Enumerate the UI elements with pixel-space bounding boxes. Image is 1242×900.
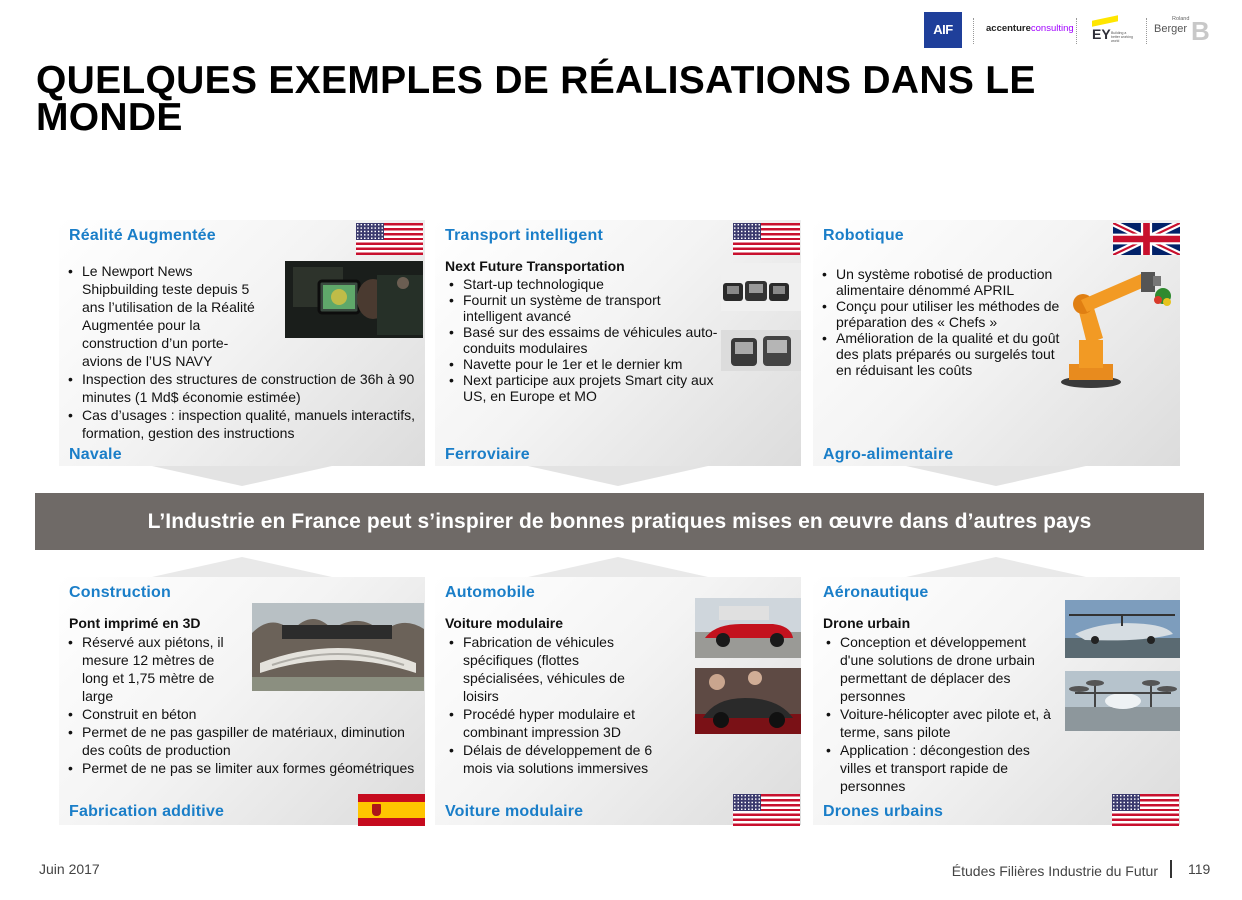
logo-divider	[1076, 18, 1077, 44]
bullet-list	[826, 633, 1051, 795]
list-item: • Conçu pour utiliser les méthodes de préparation des « Chefs »	[822, 298, 1062, 330]
central-banner: L’Industrie en France peut s’inspirer de bonnes pratiques mises en œuvre dans d’autres pays	[35, 493, 1204, 550]
panel-subtitle: Next Future Transportation	[445, 258, 625, 274]
us-flag-icon	[1112, 794, 1179, 826]
3d-printed-car-photo	[695, 668, 801, 734]
spain-flag-icon	[358, 794, 425, 826]
panel-heading: Réalité Augmentée	[69, 227, 216, 244]
flying-car-photo	[1065, 600, 1180, 658]
bullet-list	[449, 276, 719, 404]
page-title: QUELQUES EXEMPLES DE RÉALISATIONS DANS LE MONDE	[36, 59, 1036, 139]
bullet-list	[449, 633, 694, 777]
panel-sector-label: Drones urbains	[823, 803, 944, 820]
uk-flag-icon	[1113, 223, 1180, 255]
panel-sector-label: Ferroviaire	[445, 446, 530, 463]
footer-date: Juin 2017	[39, 861, 100, 877]
panel-realite-augmentee	[59, 220, 425, 466]
us-flag-icon	[733, 794, 800, 826]
panel-heading: Construction	[69, 584, 171, 601]
passenger-drone-photo	[1065, 671, 1180, 731]
footer-divider	[1170, 860, 1172, 878]
list-item: • Basé sur des essaims de véhicules auto-conduits modulaires	[449, 324, 719, 356]
list-item: • Délais de développement de 6 mois via solutions immersives	[449, 741, 664, 777]
chevron-down-icon	[528, 466, 708, 486]
list-item: • Navette pour le 1er et le dernier km	[449, 356, 719, 372]
page-number: 119	[1188, 861, 1211, 877]
bullet-list	[68, 262, 418, 442]
bullet-list	[68, 633, 418, 777]
panel-heading: Transport intelligent	[445, 227, 603, 244]
partner-logos	[924, 12, 1214, 48]
panel-heading: Aéronautique	[823, 584, 929, 601]
aif-logo: AIF	[924, 12, 962, 48]
panel-sector-label: Navale	[69, 446, 122, 463]
list-item: • Inspection des structures de construction de 36h à 90 minutes (1 Md$ économie estimée)	[68, 370, 418, 406]
shuttle-pods-photo	[721, 263, 801, 311]
list-item: • Procédé hyper modulaire et combinant impression 3D	[449, 705, 649, 741]
list-item: • Construit en béton	[68, 705, 418, 723]
red-modular-car-photo	[695, 598, 801, 658]
robot-arm-image	[1057, 264, 1177, 390]
logo-divider	[1146, 18, 1147, 44]
list-item: • Conception et développement d'une solutions de drone urbain permettant de déplacer des personnes	[826, 633, 1051, 705]
logo-divider	[973, 18, 974, 44]
list-item: • Amélioration de la qualité et du goût des plats préparés ou surgelés tout en réduisant les coûts	[822, 330, 1062, 378]
list-item: • Le Newport News Shipbuilding teste depuis 5 ans l’utilisation de la Réalité Augmentée pour la construction d’un porte-avions de l’US NAVY	[68, 262, 263, 370]
list-item: • Start-up technologique	[449, 276, 719, 292]
panel-construction	[59, 577, 425, 825]
chevron-up-icon	[906, 557, 1086, 577]
list-item: • Permet de ne pas gaspiller de matériaux, diminution des coûts de production	[68, 723, 418, 759]
list-item: • Next participe aux projets Smart city aux US, en Europe et MO	[449, 372, 719, 404]
list-item: • Fournit un système de transport intelligent avancé	[449, 292, 719, 324]
list-item: • Voiture-hélicopter avec pilote et, à terme, sans pilote	[826, 705, 1051, 741]
chevron-down-icon	[152, 466, 332, 486]
panel-heading: Automobile	[445, 584, 535, 601]
us-flag-icon	[733, 223, 800, 255]
bullet-list	[822, 266, 1062, 378]
list-item: • Cas d’usages : inspection qualité, manuels interactifs, formation, gestion des instructions	[68, 406, 418, 442]
panel-automobile	[435, 577, 801, 825]
panel-sector-label: Agro-alimentaire	[823, 446, 954, 463]
list-item: • Fabrication de véhicules spécifiques (flottes spécialisées, véhicules de loisirs	[449, 633, 649, 705]
list-item: • Réservé aux piétons, il mesure 12 mètres de long et 1,75 mètre de large	[68, 633, 236, 705]
chevron-down-icon	[906, 466, 1086, 486]
roland-berger-logo: Roland Berger B	[1154, 16, 1210, 46]
panel-robotique	[813, 220, 1180, 466]
shuttle-interior-photo	[721, 330, 801, 371]
us-flag-icon	[356, 223, 423, 255]
panel-sector-label: Voiture modulaire	[445, 803, 584, 820]
panel-heading: Robotique	[823, 227, 904, 244]
panel-subtitle: Voiture modulaire	[445, 615, 563, 631]
list-item: • Application : décongestion des villes et transport rapide de personnes	[826, 741, 1051, 795]
panel-transport-intelligent	[435, 220, 801, 466]
ey-logo: EY Building a better working world	[1090, 18, 1136, 46]
list-item: • Permet de ne pas se limiter aux formes géométriques	[68, 759, 418, 777]
chevron-up-icon	[528, 557, 708, 577]
footer-study-title: Études Filières Industrie du Futur	[951, 863, 1158, 879]
list-item: • Un système robotisé de production alimentaire dénommé APRIL	[822, 266, 1062, 298]
panel-sector-label: Fabrication additive	[69, 803, 225, 820]
chevron-up-icon	[152, 557, 332, 577]
panel-aeronautique	[813, 577, 1180, 825]
panel-subtitle: Drone urbain	[823, 615, 911, 631]
panel-subtitle: Pont imprimé en 3D	[69, 615, 201, 631]
accenture-consulting-logo: accentureconsulting	[986, 23, 1074, 34]
